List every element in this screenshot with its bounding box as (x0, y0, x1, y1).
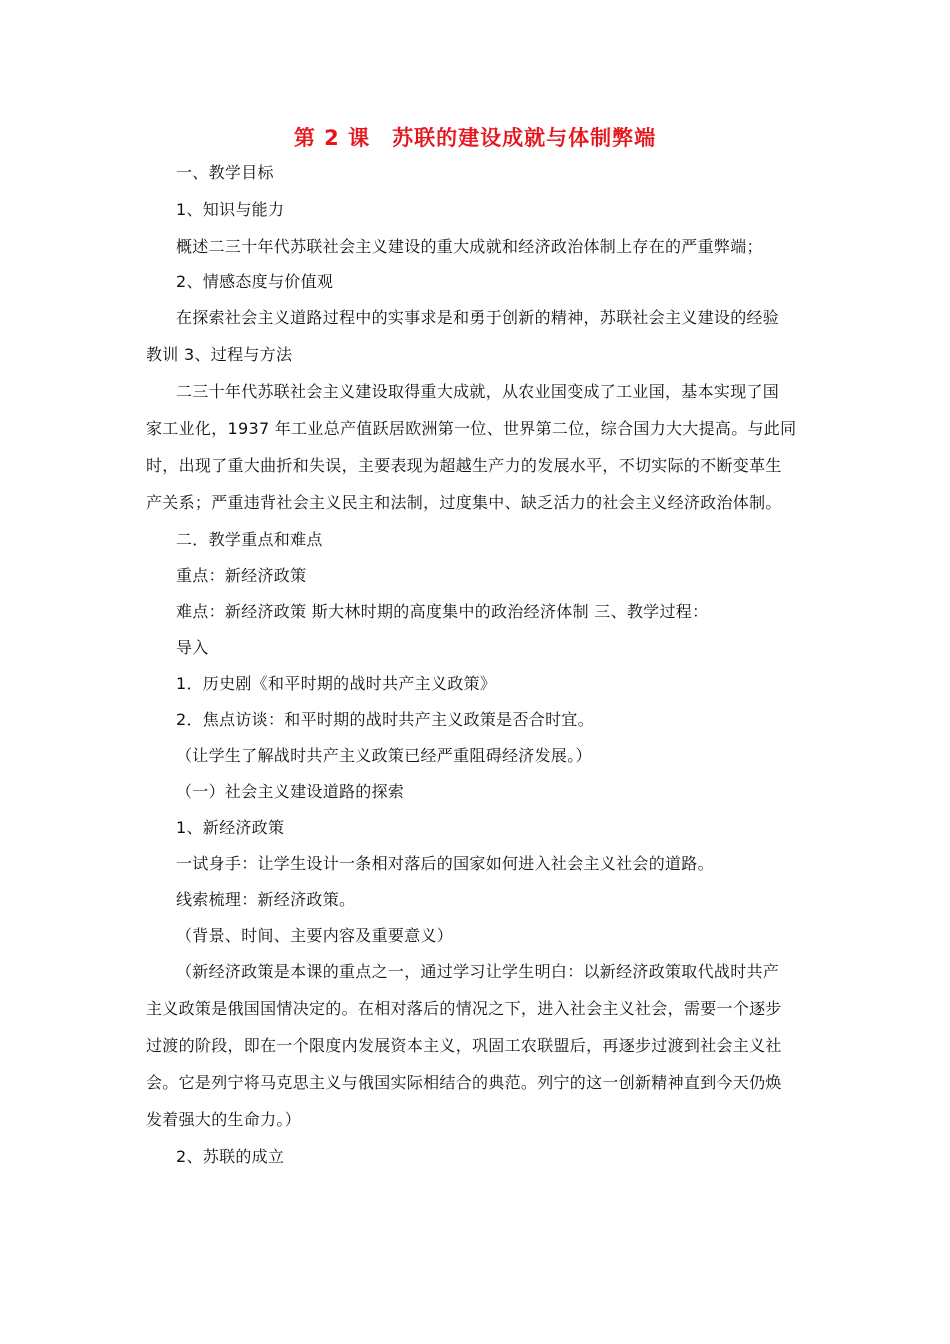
subsection-knowledge: 1、知识与能力 (176, 200, 285, 219)
paragraph-line: 时，出现了重大曲折和失误，主要表现为超越生产力的发展水平，不切实际的不断变革生 (146, 456, 782, 475)
subsection-heading: 2、苏联的成立 (176, 1147, 285, 1166)
paragraph-line: 过渡的阶段，即在一个限度内发展资本主义，巩固工农联盟后，再逐步过渡到社会主义社 (146, 1036, 782, 1055)
paragraph-line: 家工业化，1937 年工业总产值跃居欧洲第一位、世界第二位，综合国力大大提高。与此同 (146, 419, 797, 438)
paragraph-line: 教训 3、过程与方法 (146, 345, 293, 364)
paragraph-line: 主义政策是俄国国情决定的。在相对落后的情况之下，进入社会主义社会，需要一个逐步 (146, 999, 782, 1018)
subsection-attitude: 2、情感态度与价值观 (176, 272, 334, 291)
paragraph-line: 在探索社会主义道路过程中的实事求是和勇于创新的精神，苏联社会主义建设的经验 (176, 308, 780, 327)
paragraph-line: 发着强大的生命力。） (146, 1110, 302, 1129)
paragraph-line: （新经济政策是本课的重点之一，通过学习让学生明白：以新经济政策取代战时共产 (176, 962, 780, 981)
lesson-title: 第 2 课 苏联的建设成就与体制弊端 (293, 126, 657, 150)
section-key-points: 二．教学重点和难点 (176, 530, 323, 549)
paragraph-line: 产关系；严重违背社会主义民主和法制，过度集中、缺乏活力的社会主义经济政治体制。 (146, 493, 782, 512)
paragraph-line: 线索梳理：新经济政策。 (176, 890, 356, 909)
paragraph-line: 二三十年代苏联社会主义建设取得重大成就，从农业国变成了工业国，基本实现了国 (176, 382, 780, 401)
section-teaching-goals: 一、教学目标 (176, 163, 274, 182)
list-item: 2．焦点访谈：和平时期的战时共产主义政策是否合时宜。 (176, 710, 594, 729)
subsection-heading: （一）社会主义建设道路的探索 (176, 782, 405, 801)
note-line: （让学生了解战时共产主义政策已经严重阻碍经济发展。） (176, 746, 592, 765)
difficulty-line: 难点：新经济政策 斯大林时期的高度集中的政治经济体制 三、教学过程： (176, 602, 709, 621)
paragraph-line: 会。它是列宁将马克思主义与俄国实际相结合的典范。列宁的这一创新精神直到今天仍焕 (146, 1073, 782, 1092)
paragraph-line: 一试身手：让学生设计一条相对落后的国家如何进入社会主义社会的道路。 (176, 854, 714, 873)
note-line: （背景、时间、主要内容及重要意义） (176, 926, 454, 945)
intro-heading: 导入 (176, 638, 209, 657)
subsection-heading: 1、新经济政策 (176, 818, 285, 837)
list-item: 1．历史剧《和平时期的战时共产主义政策》 (176, 674, 497, 693)
key-point-line: 重点：新经济政策 (176, 566, 307, 585)
paragraph-line: 概述二三十年代苏联社会主义建设的重大成就和经济政治体制上存在的严重弊端； (176, 237, 763, 256)
